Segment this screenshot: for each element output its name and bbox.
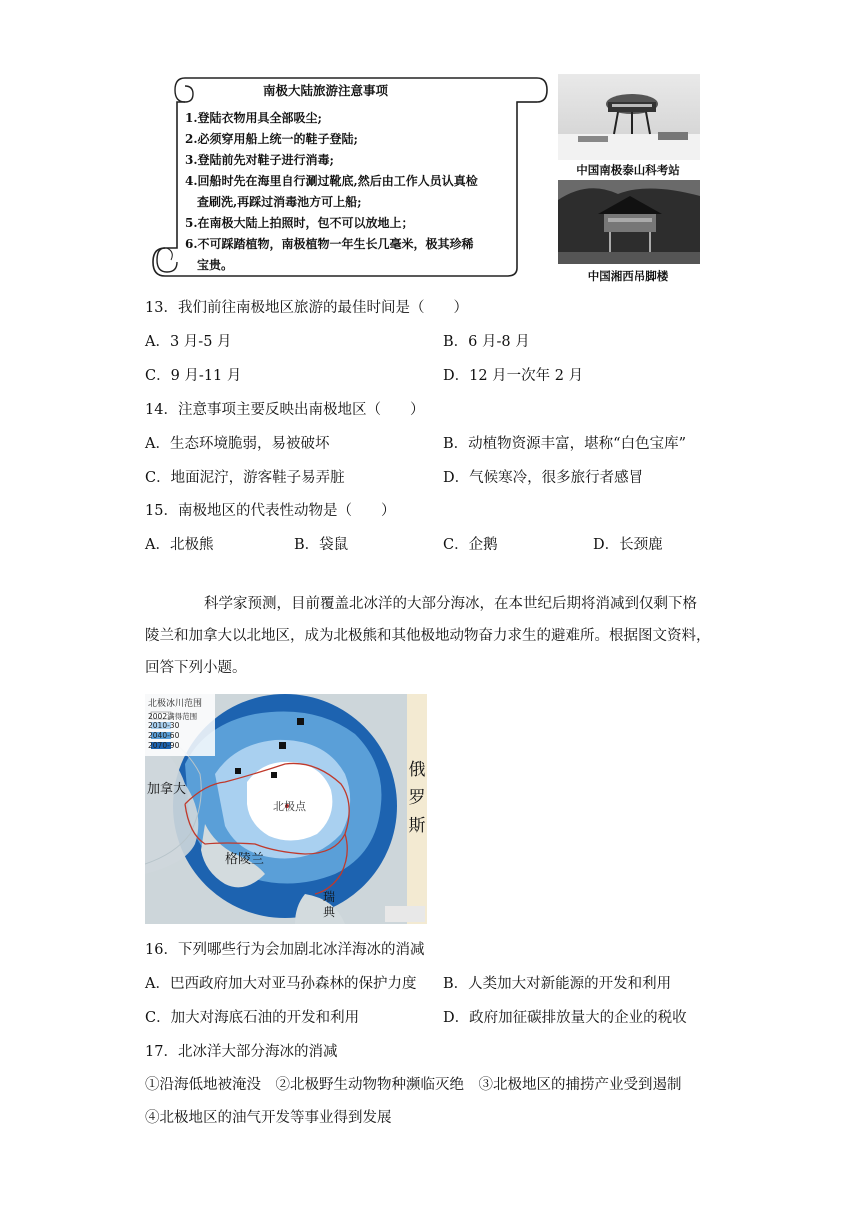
map-label-sweden-char: 瑞 <box>322 890 335 904</box>
map-label-russia-char: 罗 <box>408 788 426 808</box>
q13-option-b[interactable]: B．6 月-8 月 <box>443 334 530 350</box>
passage-line: 陵兰和加拿大以北地区，成为北极熊和其他极地动物奋力求生的避难所。根据图文资料， <box>145 628 711 644</box>
map-label-sweden <box>321 890 337 920</box>
notice-item: 查刷洗,再踩过消毒池方可上船; <box>197 195 362 209</box>
notice-item: 2.必须穿用船上统一的鞋子登陆; <box>185 132 358 146</box>
photo-stilt-house-caption: 中国湘西吊脚楼 <box>587 269 669 283</box>
q14-stem: 14．注意事项主要反映出南极地区（ ） <box>145 402 425 418</box>
map-label-sweden-char: 典 <box>322 905 335 919</box>
notice-scroll <box>145 72 550 282</box>
q16-option-d[interactable]: D．政府加征碳排放量大的企业的税收 <box>443 1010 687 1026</box>
q17-options-line: ④北极地区的油气开发等事业得到发展 <box>145 1110 392 1126</box>
q15-option-a[interactable]: A．北极熊 <box>145 537 214 553</box>
q14-option-a[interactable]: A．生态环境脆弱，易被破坏 <box>145 436 330 452</box>
q15-option-b[interactable]: B．袋鼠 <box>294 537 349 553</box>
q14-option-b[interactable]: B．动植物资源丰富，堪称“白色宝库” <box>443 436 686 452</box>
q16-option-b[interactable]: B．人类加大对新能源的开发和利用 <box>443 976 672 992</box>
q16-option-c[interactable]: C．加大对海底石油的开发和利用 <box>145 1010 360 1026</box>
map-legend-item: 2070-90 <box>148 741 180 750</box>
q17-stem: 17．北冰洋大部分海冰的消减 <box>145 1044 338 1060</box>
map-label-russia <box>407 756 427 840</box>
photo-station <box>558 74 700 160</box>
notice-item: 5.在南极大陆上拍照时，包不可以放地上； <box>185 216 414 230</box>
q16-stem: 16．下列哪些行为会加剧北冰洋海冰的消减 <box>145 942 425 958</box>
q17-options-line: ①沿海低地被淹没 ②北极野生动物物种濒临灭绝 ③北极地区的捕捞产业受到遏制 <box>145 1077 682 1093</box>
photo-station-caption: 中国南极泰山科考站 <box>576 163 680 177</box>
map-label-russia-char: 斯 <box>408 816 426 836</box>
q15-option-d[interactable]: D．长颈鹿 <box>593 537 663 553</box>
notice-item: 1.登陆衣物用具全部吸尘; <box>185 111 322 125</box>
map-legend-item: 2040-60 <box>148 731 180 740</box>
passage-line: 科学家预测，目前覆盖北冰洋的大部分海冰，在本世纪后期将消减到仅剩下格 <box>204 596 697 612</box>
map-legend-item: 2002满得范围 <box>148 712 198 721</box>
q15-option-c[interactable]: C．企鹅 <box>443 537 498 553</box>
map-label-russia-char: 俄 <box>408 760 426 780</box>
notice-item: 3.登陆前先对鞋子进行消毒; <box>185 153 334 167</box>
q16-option-a[interactable]: A．巴西政府加大对亚马孙森林的保护力度 <box>145 976 417 992</box>
q14-option-d[interactable]: D．气候寒冷，很多旅行者感冒 <box>443 470 644 486</box>
q13-option-a[interactable]: A．3 月-5 月 <box>145 334 232 350</box>
map-legend-title: 北极冰川范围 <box>148 699 203 709</box>
q15-stem: 15．南极地区的代表性动物是（ ） <box>145 503 396 519</box>
arctic-ice-map <box>145 694 427 924</box>
notice-title: 南极大陆旅游注意事项 <box>263 83 389 98</box>
q14-option-c[interactable]: C．地面泥泞，游客鞋子易弄脏 <box>145 470 345 486</box>
notice-item: 4.回船时先在海里自行涮过靴底,然后由工作人员认真检 <box>185 174 478 188</box>
map-label-canada: 加拿大 <box>147 782 187 797</box>
map-label-greenland: 格陵兰 <box>225 852 265 867</box>
q13-option-d[interactable]: D．12 月一次年 2 月 <box>443 368 584 384</box>
photo-stilt-house <box>558 180 700 264</box>
notice-item: 宝贵。 <box>197 258 234 272</box>
map-legend-item: 2010-30 <box>148 721 180 730</box>
q13-option-c[interactable]: C．9 月-11 月 <box>145 368 242 384</box>
map-label-north-pole: 北极点 <box>273 800 306 813</box>
notice-item: 6.不可踩踏植物，南极植物一年生长几毫米，极其珍稀 <box>185 237 474 251</box>
q13-stem: 13．我们前往南极地区旅游的最佳时间是（ ） <box>145 300 468 316</box>
passage-line: 回答下列小题。 <box>145 660 247 676</box>
